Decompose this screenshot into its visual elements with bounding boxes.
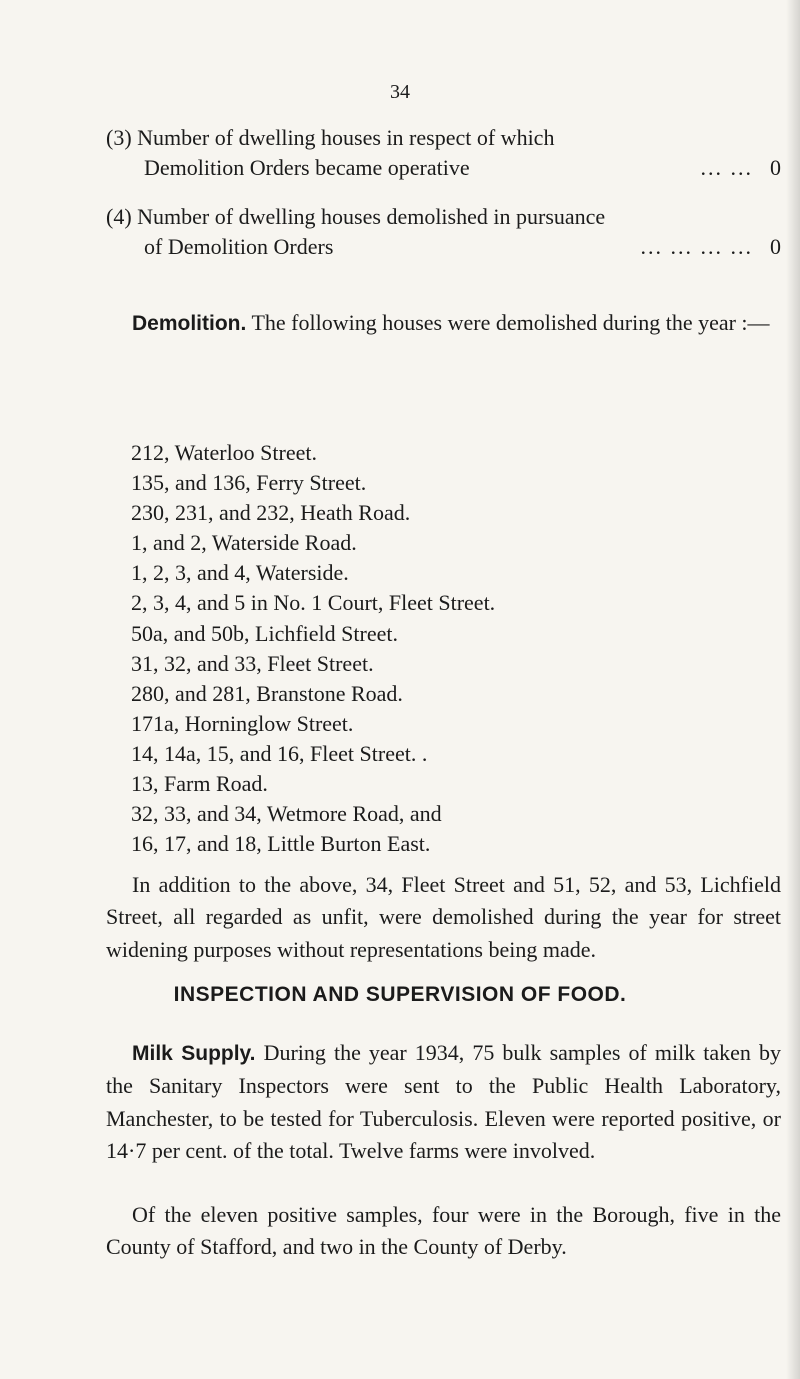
milk-supply-heading: Milk Supply.: [132, 1042, 256, 1065]
address-item: 14, 14a, 15, and 16, Fleet Street. .: [131, 740, 428, 766]
item-4-line1: (4) Number of dwelling houses demolished in pursuance: [106, 204, 606, 229]
food-section-heading: INSPECTION AND SUPERVISION OF FOOD.: [173, 983, 627, 1006]
positive-samples-text: Of the eleven positive samples, four were in the Borough, five in the County of Stafford, and two in the County of Derby.: [106, 1202, 781, 1260]
address-item: 2, 3, 4, and 5 in No. 1 Court, Fleet Street.: [131, 590, 496, 616]
address-item: 171a, Horninglow Street.: [131, 710, 354, 736]
address-item: 1, 2, 3, and 4, Waterside.: [131, 560, 349, 586]
item-4-leader-dots: ... ... ... ...: [640, 234, 753, 259]
demolition-addition-paragraph: [106, 869, 781, 966]
item-3-line2: [106, 153, 781, 183]
address-item: 32, 33, and 34, Wetmore Road, and: [131, 801, 442, 827]
item-4-value: 0: [770, 234, 781, 259]
positive-samples-paragraph: [106, 1199, 781, 1264]
demolition-heading: Demolition.: [132, 312, 247, 335]
address-item: 230, 231, and 232, Heath Road.: [131, 500, 411, 526]
item-4-line2: [106, 232, 781, 262]
address-item: 50a, and 50b, Lichfield Street.: [131, 620, 398, 646]
milk-supply-paragraph: [106, 1037, 781, 1167]
address-item: 31, 32, and 33, Fleet Street.: [131, 650, 374, 676]
item-3-label: Demolition Orders became operative: [144, 155, 470, 180]
demolition-addition-text: In addition to the above, 34, Fleet Street and 51, 52, and 53, Lichfield Street, all regarded as unfit, were demolished during the year for street widening purposes without representations being made.: [106, 872, 781, 962]
page-edge-shadow: [786, 0, 800, 1379]
page-number: 34: [390, 81, 410, 103]
demolition-intro-text: The following houses were demolished during the year :—: [251, 310, 770, 335]
demolished-address-list: [131, 438, 495, 859]
address-item: 212, Waterloo Street.: [131, 440, 318, 465]
address-item: 13, Farm Road.: [131, 771, 268, 797]
item-4: [106, 202, 781, 262]
item-3: [106, 123, 781, 183]
milk-supply-text: During the year 1934, 75 bulk samples of milk taken by the Sanitary Inspectors were sent to the Public Health Laboratory, Manchester, to be tested for Tuberculosis. Eleven were reported positive, or 14·7 per cent. of the total. Twelve farms were involved.: [106, 1040, 781, 1163]
address-item: 280, and 281, Branstone Road.: [131, 680, 403, 706]
address-item: 135, and 136, Ferry Street.: [131, 470, 367, 496]
item-4-label: of Demolition Orders: [144, 234, 334, 259]
address-item: 16, 17, and 18, Little Burton East.: [131, 831, 431, 857]
item-3-value: 0: [770, 155, 781, 180]
item-3-leader-dots: ... ...: [700, 155, 753, 180]
address-item: 1, and 2, Waterside Road.: [131, 530, 357, 556]
demolition-intro-paragraph: [106, 307, 781, 340]
item-3-line1: (3) Number of dwelling houses in respect of which: [106, 125, 555, 150]
